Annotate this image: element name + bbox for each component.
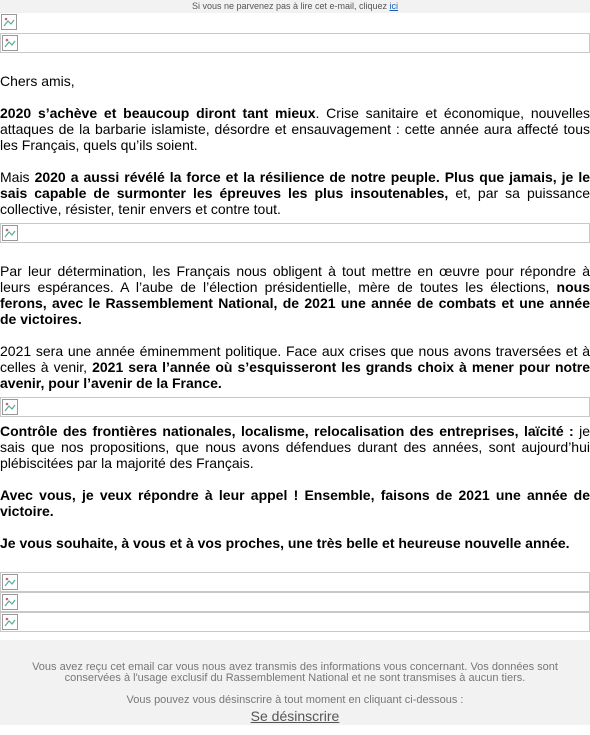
legal-footer: [0, 640, 590, 725]
broken-image-icon: [2, 614, 18, 630]
header-banner-image: [0, 33, 590, 53]
paragraph-4: 2021 sera une année éminemment politique. Face aux crises que nous avons traversées et à celles à venir, 2021 sera l’année où s’esquisseront les grands choix à mener pour notre avenir, pour l’avenir de la France.: [0, 343, 590, 391]
broken-image-icon: [2, 594, 18, 610]
broken-image-icon: [2, 399, 18, 415]
letter-body-2: [0, 243, 590, 397]
social-image: [0, 592, 590, 612]
signature-image: [0, 572, 590, 592]
preheader: [0, 0, 590, 13]
preheader-link[interactable]: ici: [389, 1, 399, 11]
paragraph-5: Contrôle des frontières nationales, localisme, relocalisation des entreprises, laïcité : je sais que nos propositions, que nous avons défendues durant des années, sont aujourd’hui plébiscitées par la majorité des Français.: [0, 423, 590, 471]
broken-image-icon: [2, 574, 18, 590]
broken-image-icon: [2, 35, 18, 51]
paragraph-1: 2020 s’achève et beaucoup diront tant mieux. Crise sanitaire et économique, nouvelles attaques de la barbarie islamiste, désordre et ensauvagement : cette année aura affecté tous les Français, quels qu’ils soient.: [0, 105, 590, 153]
unsubscribe-text: Vous pouvez vous désinscrire à tout moment en cliquant ci-dessous :: [126, 694, 464, 706]
preheader-text: Si vous ne parvenez pas à lire cet e-mail, cliquez: [191, 1, 390, 11]
inline-image-1: [0, 223, 590, 243]
paragraph-7: Je vous souhaite, à vous et à vos proches, une très belle et heureuse nouvelle année.: [0, 535, 570, 551]
paragraph-3: Par leur détermination, les Français nous obligent à tout mettre en œuvre pour répondre à leurs espérances. A l’aube de l’élection présidentielle, mère de toutes les élections, nous ferons, avec le Rassemblement National, de 2021 une année de combats et une année de victoires.: [0, 263, 590, 327]
greeting: Chers amis,: [0, 73, 75, 89]
letter-body: [0, 53, 590, 223]
unsubscribe-link[interactable]: Se désinscrire: [250, 708, 340, 724]
paragraph-2: Mais 2020 a aussi révélé la force et la résilience de notre peuple. Plus que jamais, je le sais capable de surmonter les épreuves les plus insoutenables, et, par sa puissance collective, résister, tenir envers et contre tout.: [0, 169, 590, 217]
letter-body-3: [0, 417, 590, 572]
broken-image-icon: [2, 225, 18, 241]
logo-image: [0, 13, 590, 33]
broken-image-icon: [1, 14, 17, 30]
inline-image-2: [0, 397, 590, 417]
footer-banner-image: [0, 612, 590, 632]
paragraph-6: Avec vous, je veux répondre à leur appel ! Ensemble, faisons de 2021 une année de victoire.: [0, 487, 590, 519]
privacy-notice: Vous avez reçu cet email car vous nous avez transmis des informations vous concernant. Vos données sont conservées à l'usage exclusif du Rassemblement National et ne sont transmises à aucun tiers.: [32, 661, 558, 684]
